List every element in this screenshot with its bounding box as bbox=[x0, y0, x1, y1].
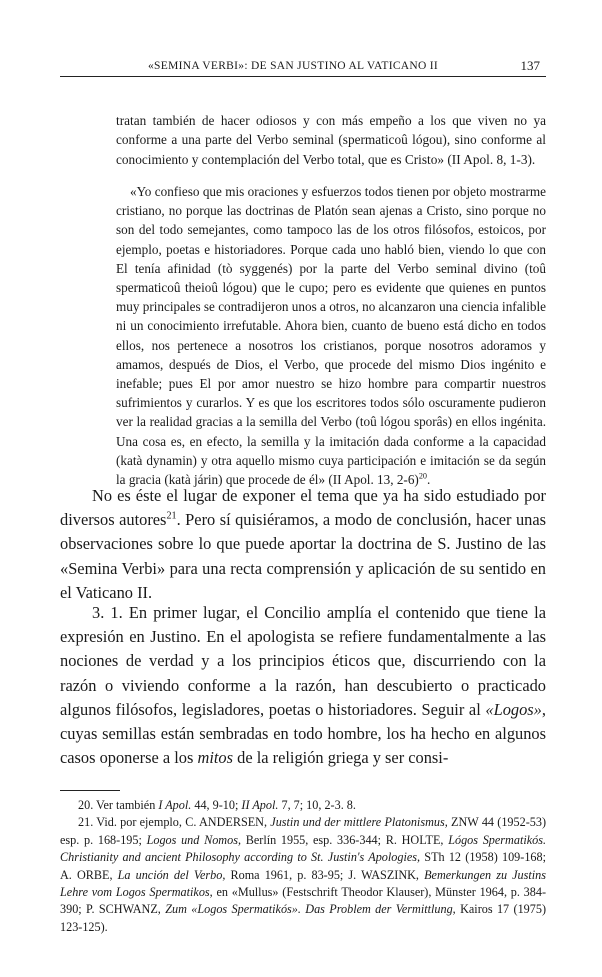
paragraph2-text-a: 3. 1. En primer lugar, el Concilio amplía el contenido que tiene la expresión en Justino. En el apologista se refiere fundamentalmente a las nociones de verdad y a los principios éticos que, discurriendo con la razón o viviendo conforme a la razón, han descubierto o practicado algunos filósofos, legisladores, poetas o historiadores. Seguir al bbox=[60, 603, 546, 719]
running-title: «SEMINA VERBI»: DE SAN JUSTINO AL VATICANO II bbox=[148, 60, 439, 72]
paragraph1-text-a: No es éste el lugar de exponer el tema que ya ha sido estudiado por diversos autores bbox=[60, 486, 546, 530]
footnotes bbox=[60, 797, 546, 936]
footnote-21: 21. Vid. por ejemplo, C. ANDERSEN, Justin und der mittlere Platonismus, ZNW 44 (1952-53) esp. p. 168-195; Logos und Nomos, Berlín 1955, esp. 336-344; R. HOLTE, Lógos Spermatikós. Christianity and ancient Philosophy according to St. Justin's Apologies, STh 12 (1958) 109-168; A. ORBE, La unción del Verbo, Roma 1961, p. 83-95; J. WASZINK, Bemerkungen zu Justins Lehre vom Logos Spermatikos, en «Mullus» (Festschrift Theodor Klauser), Münster 1964, p. 384-390; P. SCHWANZ, Zum «Logos Spermatikós». Das Problem der Vermittlung, Kairos 17 (1975) 123-125). bbox=[60, 815, 547, 934]
footnote-separator bbox=[60, 790, 120, 791]
intro-quote-continuation bbox=[116, 111, 546, 169]
block-quotation bbox=[116, 182, 546, 489]
paragraph1-text-b: . Pero sí quisiéramos, a modo de conclusión, hacer unas observaciones sobre lo que puede aportar la doctrina de S. Justino de las «Semina Verbi» para una recta comprensión y aplicación de su sentido en el Vaticano II. bbox=[60, 510, 546, 602]
running-header bbox=[60, 58, 546, 77]
body-paragraph-1 bbox=[60, 484, 546, 605]
quotation-end: . bbox=[426, 472, 431, 488]
footnote-20: 20. Ver también I Apol. 44, 9-10; II Apol. 7, 7; 10, 2-3. 8. bbox=[78, 798, 356, 812]
logos-term: «Logos» bbox=[485, 699, 542, 719]
quotation-paragraph bbox=[116, 182, 546, 489]
footnote-ref-20[interactable]: 20 bbox=[418, 471, 427, 481]
page-number: 137 bbox=[520, 58, 540, 73]
paragraph2-text-b: , cuyas semillas están sembradas en todo hombre, los ha hecho en algunos casos oponerse a los bbox=[60, 699, 546, 768]
paragraph2-text-c: de la religión griega y ser consi- bbox=[237, 748, 449, 768]
footnote-ref-21[interactable]: 21 bbox=[166, 510, 177, 522]
intro-text: tratan también de hacer odiosos y con más empeño a los que viven no ya conforme a una parte del Verbo seminal (spermaticoû lógou), sino conforme al conocimiento y contemplación del Verbo total, que es Cristo» (II Apol. 8, 1-3). bbox=[116, 113, 546, 167]
quotation-text: «Yo confieso que mis oraciones y esfuerzos todos tienen por objeto mostrarme cristiano, no porque las doctrinas de Platón sean ajenas a Cristo, sino porque no son del todo semejantes, como tampoco las de los otros filósofos, estoicos, por ejemplo, poetas e historiadores. Porque cada uno habló bien, viendo lo que con El tenía afinidad (tò syggenés) por la parte del Verbo seminal divino (toû spermaticoû theioû lógou) que le cupo; pero es evidente que quienes en puntos muy principales se contradijeron unos a otros, no alcanzaron una ciencia infalible ni un conocimiento irrefutable. Ahora bien, cuanto de bueno está dicho en todos ellos, nos pertenece a nosotros los cristianos, porque nosotros adoramos y amamos, después de Dios, el Verbo, que procede del mismo Dios ingénito e inefable; pues El por amor nuestro se hizo hombre para compartir nuestros sufrimientos y curarlos. Y es que los escritores todos sólo oscuramente pudieron ver la realidad gracias a la semilla del Verbo (toû lógou sporâs) en ellos ingénita. Una cosa es, en efecto, la semilla y la imitación dada conforme a la capacidad (katà dynamin) y otra aquello mismo cuya participación e imitación se da según la gracia (katà járin) que procede de él» (II Apol. 13, 2-6) bbox=[116, 184, 546, 488]
mitos-term: mitos bbox=[197, 748, 234, 768]
body-paragraph-2 bbox=[60, 601, 546, 770]
